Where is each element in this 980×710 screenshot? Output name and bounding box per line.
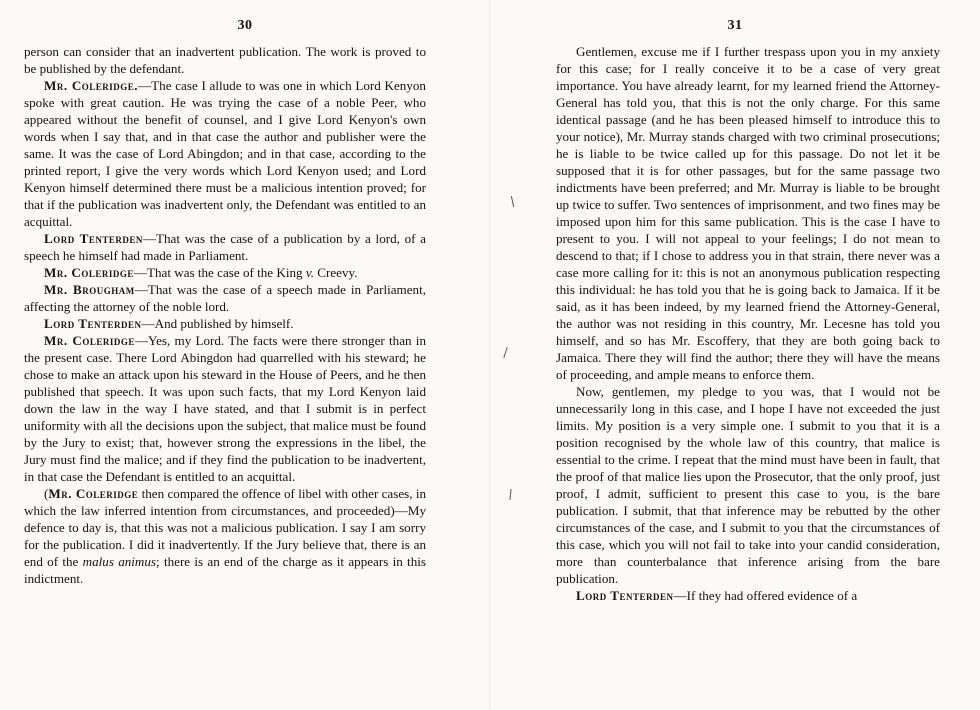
para-brougham: Mr. Brougham—That was the case of a speech made in Parliament, affecting the attorney of the noble lord. xyxy=(24,282,426,314)
speaker-label: Mr. Coleridge xyxy=(44,333,135,348)
para-continuation: person can consider that an inadvertent publication. The work is proved to be published by the defendant. xyxy=(24,44,426,76)
speaker-label: Mr. Coleridge. xyxy=(44,78,139,93)
speaker-label: Lord Tenterden xyxy=(576,588,674,603)
para-coleridge-1: Mr. Coleridge.—The case I allude to was one in which Lord Kenyon spoke with great caution. He was trying the case of a noble Peer, who appeared without the benefit of counsel, and I give Lord Kenyon's own words when I say that, and in that case the author and publisher were the same. It was the case of Lord Abingdon; and in that case, according to the printed report, I give the very words which Lord Kenyon used; and Lord Kenyon himself determined there must be a malicious intention proved; for that if the publication was inadvertent only, the Defendant was entitled to an acquittal. xyxy=(24,78,426,229)
right-page-text xyxy=(556,43,940,604)
para-coleridge-4: (Mr. Coleridge then compared the offence of libel with other cases, in which the law inferred intention from circumstances, and proceeded)—My defence to day is, that this was not a malicious publication. I say I am sorry for the publication. I did it inadvertently. If the Jury believe that, there is an end of the malus animus; there is an end of the charge as it appears in this indictment. xyxy=(24,486,427,586)
para-tenterden-1: Lord Tenterden—That was the case of a publication by a lord, of a speech he himself had made in Parliament. xyxy=(24,231,426,263)
speaker-label: Mr. Brougham xyxy=(44,282,135,297)
para-tenterden-2: Lord Tenterden—And published by himself. xyxy=(44,316,294,331)
right-page xyxy=(490,0,980,710)
para-gentlemen-1: Gentlemen, excuse me if I further trespass upon you in my anxiety for this case; for I really conceive it to be a case of very great importance. You have already learnt, for my learned friend the Attorney-General has told you, that this is not the only charge. For this same identical passage (and he has been pleased himself to introduce this to your notice), Mr. Murray stands charged with two criminal prosecutions; he is liable to be twice called up for this passage. Do not let it be supposed that it is for other passages, but for the same passage two indictments have been preferred; and Mr. Murray is liable to be brought up twice to suffer. Two sentences of imprisonment, and two fines may be imposed upon him for this same publication. This is the case I have to present to you. I will not appeal to your feelings; I do not mean to descend to that; if I chose to address you in that strain, there never was a case more calling for it: this is not an anonymous publication respecting this individual: he has told you that he is going back to Jamaica. If it be said, as it has been indeed, by my learned friend the Attorney-General, the author was not residing in this country, Mr. Lecesne has told you himself, and so has Mr. Escoffery, that they are both going back to Jamaica. There they will find the author; there they will have the means of proceeding, and ample means to enforce them. xyxy=(556,44,940,382)
para-coleridge-2: Mr. Coleridge—That was the case of the King v. Creevy. xyxy=(44,265,358,280)
para-gentlemen-2: Now, gentlemen, my pledge to you was, that I would not be unnecessarily long in this case, and I hope I have not exceeded the just limits. My position is a very simple one. I submit to you that it is a position recognised by the whole law of this country, that malice is essential to the crime. I repeat that the mind must have been in fault, that the proof of that malice lies upon the Prosecutor, that the only proof, just proof, I admit, sufficient to present this case to you, is the bare publication. I submit, that that inference may be rebutted by the other circumstances of the case, and I submit to you that the circumstances of this case, which you will not fail to take into your candid consideration, more than counterbalance that inference arising from the bare publication. xyxy=(556,384,940,586)
page-number-left: 30 xyxy=(237,18,253,33)
para-tenterden-3: Lord Tenterden—If they had offered evidence of a xyxy=(576,588,858,603)
page-number-right: 31 xyxy=(727,18,743,33)
speaker-label: Mr. Coleridge xyxy=(44,265,134,280)
speaker-label: Lord Tenterden xyxy=(44,231,143,246)
speaker-label: Mr. Coleridge xyxy=(48,486,139,501)
left-page-text xyxy=(24,43,426,587)
speaker-label: Lord Tenterden xyxy=(44,316,142,331)
para-coleridge-3: Mr. Coleridge—Yes, my Lord. The facts were there stronger than in the present case. There Lord Abingdon had quarrelled with his steward; he chose to make an attack upon his steward in the House of Peers, and he then published that speech. It was upon such facts, that my Lord Kenyon laid down the law in the way I have stated, and that I submit is in perfect uniformity with all the decisions upon the subject, that malice must be found by the Jury to exist; that, however strong the expressions in the libel, the Jury must find the malice; and if they find the publication to be inadvertent, in that case the Defendant is entitled to an acquittal. xyxy=(24,333,426,484)
